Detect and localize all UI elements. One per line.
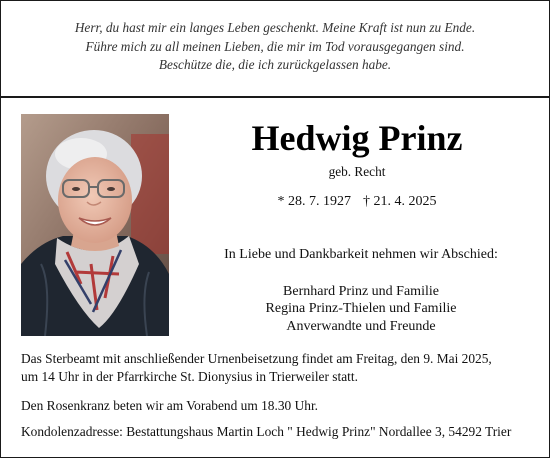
verse-line-2: Führe mich zu all meinen Lieben, die mir im Tod vorausgegangen sind.: [85, 38, 465, 54]
burial-info: [21, 350, 550, 385]
verse-line-3: Beschütze die, die ich zurückgelassen habe.: [158, 57, 392, 72]
mourners-list: [181, 283, 541, 335]
condolence-address: Kondolenzadresse: Bestattungshaus Martin Loch " Hedwig Prinz" Nordallee 3, 54292 Trier: [21, 424, 512, 439]
burial-info-line-2: um 14 Uhr in der Pfarrkirche St. Dionysius in Trierweiler statt.: [21, 368, 358, 384]
rosary-info: Den Rosenkranz beten wir am Vorabend um 18.30 Uhr.: [21, 398, 319, 413]
burial-info-line-1: Das Sterbeamt mit anschließender Urnenbeisetzung findet am Freitag, den 9. Mai 2025,: [21, 351, 492, 366]
farewell-text: In Liebe und Dankbarkeit nehmen wir Abschied:: [224, 247, 498, 262]
life-dates: [229, 193, 485, 211]
mourner-line: Regina Prinz-Thielen und Familie: [265, 301, 457, 317]
portrait-photo-image: [21, 114, 169, 336]
maiden-name: geb. Recht: [328, 164, 386, 179]
deceased-name: Hedwig Prinz: [251, 118, 463, 158]
mourner-line: Anverwandte und Freunde: [286, 318, 436, 334]
verse: [1, 19, 549, 75]
verse-line-1: Herr, du hast mir ein langes Leben geschenkt. Meine Kraft ist nun zu Ende.: [74, 20, 476, 35]
death-date: † 21. 4. 2025: [363, 194, 437, 209]
divider-rule: [1, 96, 549, 98]
portrait-photo: [21, 114, 169, 336]
mourner-line: Bernhard Prinz und Familie: [283, 284, 439, 299]
birth-date: * 28. 7. 1927: [277, 194, 351, 209]
